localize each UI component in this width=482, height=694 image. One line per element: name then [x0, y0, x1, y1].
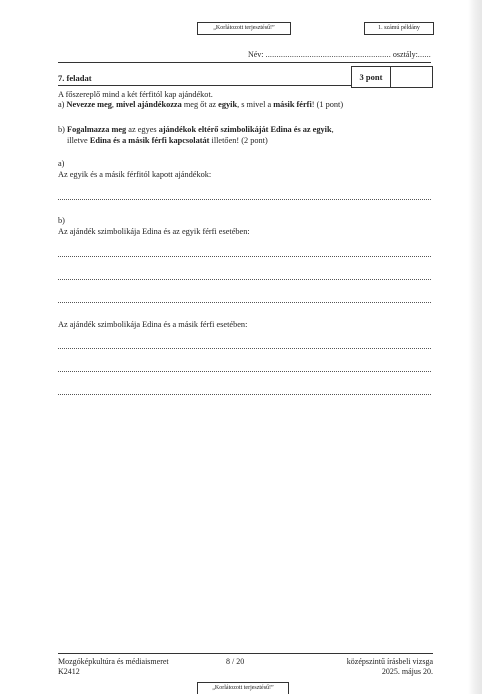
points-awarded-field[interactable] — [391, 67, 432, 87]
answer-b-prompt-1: Az ajándék szimbolikája Edina és az egyik férfi esetében: — [58, 227, 250, 236]
footer-exam-level: középszintű írásbeli vizsga — [346, 657, 433, 666]
class-field[interactable]: ...... — [417, 50, 431, 59]
footer-code: K2412 — [58, 667, 80, 676]
answer-b1-line-2[interactable] — [58, 279, 431, 280]
footer-subject: Mozgóképkultúra és médiaismeret — [58, 657, 169, 666]
question-b-line1: b) Fogalmazza meg az egyes ajándékok eltérő szimbolikáját Edina és az egyik, — [58, 125, 334, 134]
header-rule — [58, 62, 431, 63]
answer-b-prompt-2: Az ajándék szimbolikája Edina és a másik férfi esetében: — [58, 320, 248, 329]
copy-number-label: 1. számú példány — [364, 22, 434, 35]
answer-b2-line-2[interactable] — [58, 371, 431, 372]
score-box — [351, 66, 433, 88]
task-title: 7. feladat — [58, 73, 92, 83]
name-label: Név: — [247, 50, 264, 59]
question-a: a) Nevezze meg, mivel ajándékozza meg őt az egyik, s mivel a másik férfi! (1 pont) — [58, 100, 344, 109]
answer-b2-line-3[interactable] — [58, 394, 431, 395]
question-b-line2: illetve Edina és a másik férfi kapcsolatát illetően! (2 pont) — [67, 136, 268, 145]
footer-date: 2025. május 20. — [381, 667, 433, 676]
restricted-distribution-stamp-bottom: „Korlátozott terjesztésű!” — [197, 682, 289, 694]
page-number: 8 / 20 — [226, 657, 245, 666]
answer-a-line[interactable] — [58, 199, 431, 200]
task-intro: A főszereplő mind a két férfitól kap ajándékot. — [58, 90, 213, 99]
page-edge-shadow — [468, 0, 482, 694]
answer-b1-line-1[interactable] — [58, 256, 431, 257]
answer-b1-line-3[interactable] — [58, 302, 431, 303]
max-points: 3 pont — [352, 67, 391, 87]
name-field[interactable]: ......................................................... — [265, 50, 391, 59]
answer-b2-line-1[interactable] — [58, 348, 431, 349]
answer-a-prompt: Az egyik és a másik férfitól kapott ajándékok: — [58, 170, 212, 179]
name-class-line — [58, 50, 431, 59]
footer-rule — [58, 653, 433, 654]
restricted-distribution-stamp: „Korlátozott terjesztésű!” — [197, 22, 291, 35]
class-label: osztály: — [392, 50, 418, 59]
task-title-rule — [58, 85, 351, 86]
answer-b-label: b) — [58, 216, 65, 225]
answer-a-label: a) — [58, 159, 65, 168]
